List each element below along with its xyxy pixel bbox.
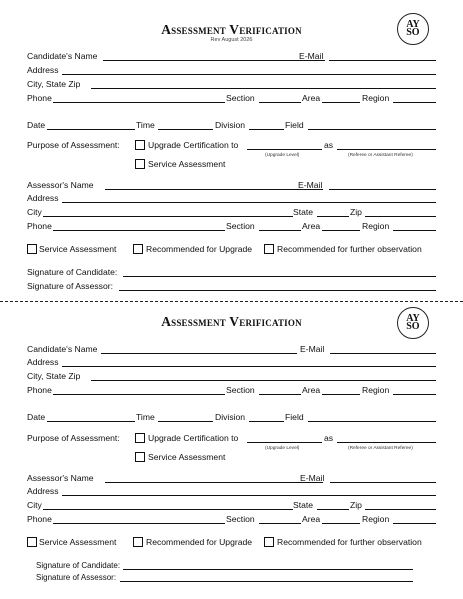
upgrade-certification-label: Upgrade Certification to [148, 433, 239, 443]
candidates-name-field[interactable] [101, 353, 297, 354]
assessors-name-field[interactable] [105, 482, 323, 483]
assessor-phone-field[interactable] [53, 523, 225, 524]
division-field[interactable] [249, 421, 284, 422]
ayso-logo-text: AY SO [406, 313, 420, 332]
purpose-label: Purpose of Assessment: [27, 140, 120, 150]
assessors-name-label: Assessor's Name [27, 180, 94, 190]
city-state-zip-label: City, State Zip [27, 79, 81, 89]
outcome-service-assessment-label: Service Assessment [39, 244, 117, 254]
upgrade-certification-checkbox[interactable] [135, 433, 145, 443]
revision-date: Rev August 2026 [210, 37, 253, 43]
assessors-name-label: Assessor's Name [27, 473, 94, 483]
field-label: Field [285, 120, 304, 130]
recommended-observation-label: Recommended for further observation [277, 244, 422, 254]
assessor-section-label: Section [226, 221, 255, 231]
area-label: Area [302, 385, 321, 395]
city-field[interactable] [43, 509, 293, 510]
assessor-city-row [27, 499, 437, 511]
signature-candidate-field[interactable] [123, 569, 413, 570]
date-row [27, 411, 437, 423]
time-field[interactable] [158, 421, 213, 422]
section-field[interactable] [259, 394, 301, 395]
address-row [27, 356, 437, 368]
assessor-address-label: Address [27, 193, 59, 203]
region-label: Region [362, 93, 390, 103]
phone-field[interactable] [53, 394, 225, 395]
state-field[interactable] [317, 509, 349, 510]
candidate-row [27, 343, 437, 355]
assessor-area-label: Area [302, 514, 321, 524]
date-field[interactable] [47, 421, 135, 422]
ayso-logo [397, 307, 429, 339]
division-label: Division [215, 120, 246, 130]
service-assessment-checkbox[interactable] [135, 452, 145, 462]
ayso-logo-text: AY SO [406, 19, 420, 38]
purpose-label: Purpose of Assessment: [27, 433, 120, 443]
signature-assessor-field[interactable] [120, 581, 413, 582]
area-field[interactable] [322, 394, 360, 395]
service-assessment-row [27, 451, 437, 463]
zip-field[interactable] [365, 509, 436, 510]
email-field[interactable] [330, 353, 436, 354]
region-field[interactable] [393, 394, 436, 395]
division-label: Division [215, 412, 246, 422]
recommended-upgrade-label: Recommended for Upgrade [146, 537, 253, 547]
recommended-upgrade-checkbox[interactable] [133, 537, 143, 547]
recommended-observation-label: Recommended for further observation [277, 537, 422, 547]
phone-row [27, 384, 437, 396]
state-label: State [293, 207, 314, 217]
assessor-phone-row [27, 513, 437, 525]
phone-label: Phone [27, 385, 52, 395]
time-label: Time [136, 120, 155, 130]
recommended-upgrade-label: Recommended for Upgrade [146, 244, 253, 254]
assessor-section-field[interactable] [259, 523, 301, 524]
section-label: Section [226, 93, 255, 103]
assessor-email-field[interactable] [330, 482, 436, 483]
assessor-area-label: Area [302, 221, 321, 231]
state-label: State [293, 500, 314, 510]
email-label: E-Mail [300, 344, 325, 354]
zip-label: Zip [350, 207, 362, 217]
assessor-region-field[interactable] [393, 523, 436, 524]
recommended-observation-checkbox[interactable] [264, 537, 274, 547]
upgrade-level-hint: (Upgrade Level) [265, 446, 300, 451]
signature-assessor-label: Signature of Assessor: [27, 281, 113, 291]
phone-label: Phone [27, 93, 52, 103]
candidates-name-label: Candidate's Name [27, 51, 98, 61]
form-title: Assessment Verification [161, 22, 302, 37]
service-assessment-label: Service Assessment [148, 452, 226, 462]
signature-candidate-label: Signature of Candidate: [27, 267, 118, 277]
city-label: City [27, 500, 42, 510]
city-label: City [27, 207, 42, 217]
referee-or-ar-hint: (Referee or Assistant Referee) [348, 153, 413, 158]
time-label: Time [136, 412, 155, 422]
city-state-zip-row [27, 370, 437, 382]
as-label: as [324, 140, 334, 150]
assessor-address-row [27, 485, 437, 497]
city-state-zip-field[interactable] [91, 380, 436, 381]
as-label: as [324, 433, 334, 443]
upgrade-level-field[interactable] [247, 442, 322, 443]
assessor-address-field[interactable] [62, 495, 436, 496]
field-field[interactable] [308, 421, 436, 422]
section-label: Section [226, 385, 255, 395]
assessor-email-label: E-Mail [300, 473, 325, 483]
service-assessment-label: Service Assessment [148, 159, 226, 169]
field-label: Field [285, 412, 304, 422]
outcome-service-assessment-label: Service Assessment [39, 537, 117, 547]
assessor-region-label: Region [362, 514, 390, 524]
address-label: Address [27, 357, 59, 367]
date-label: Date [27, 412, 46, 422]
outcome-service-assessment-checkbox[interactable] [27, 537, 37, 547]
email-label: E-Mail [299, 51, 324, 61]
signature-assessor-label: Signature of Assessor: [36, 573, 117, 582]
upgrade-level-hint: (Upgrade Level) [265, 153, 300, 158]
signature-assessor-row [36, 571, 416, 583]
assessor-email-label: E-Mail [298, 180, 323, 190]
assessor-section-label: Section [226, 514, 255, 524]
signature-candidate-label: Signature of Candidate: [36, 561, 121, 570]
area-label: Area [302, 93, 321, 103]
region-label: Region [362, 385, 390, 395]
purpose-row [27, 432, 437, 444]
assessor-address-label: Address [27, 486, 59, 496]
assessor-area-field[interactable] [322, 523, 360, 524]
outcome-row [27, 536, 437, 548]
assessor-row [27, 472, 437, 484]
assessor-phone-label: Phone [27, 514, 52, 524]
zip-label: Zip [350, 500, 362, 510]
city-state-zip-label: City, State Zip [27, 371, 81, 381]
candidates-name-label: Candidate's Name [27, 344, 98, 354]
date-label: Date [27, 120, 46, 130]
address-label: Address [27, 65, 59, 75]
cut-line [0, 301, 463, 302]
referee-or-ar-field[interactable] [337, 442, 436, 443]
signature-assessor-field[interactable] [119, 290, 436, 291]
assessor-region-label: Region [362, 221, 390, 231]
assessor-phone-label: Phone [27, 221, 52, 231]
form-title: Assessment Verification [161, 314, 302, 329]
signature-candidate-row [36, 559, 416, 571]
address-field[interactable] [62, 366, 436, 367]
referee-or-ar-hint: (Referee or Assistant Referee) [348, 446, 413, 451]
upgrade-certification-label: Upgrade Certification to [148, 140, 239, 150]
